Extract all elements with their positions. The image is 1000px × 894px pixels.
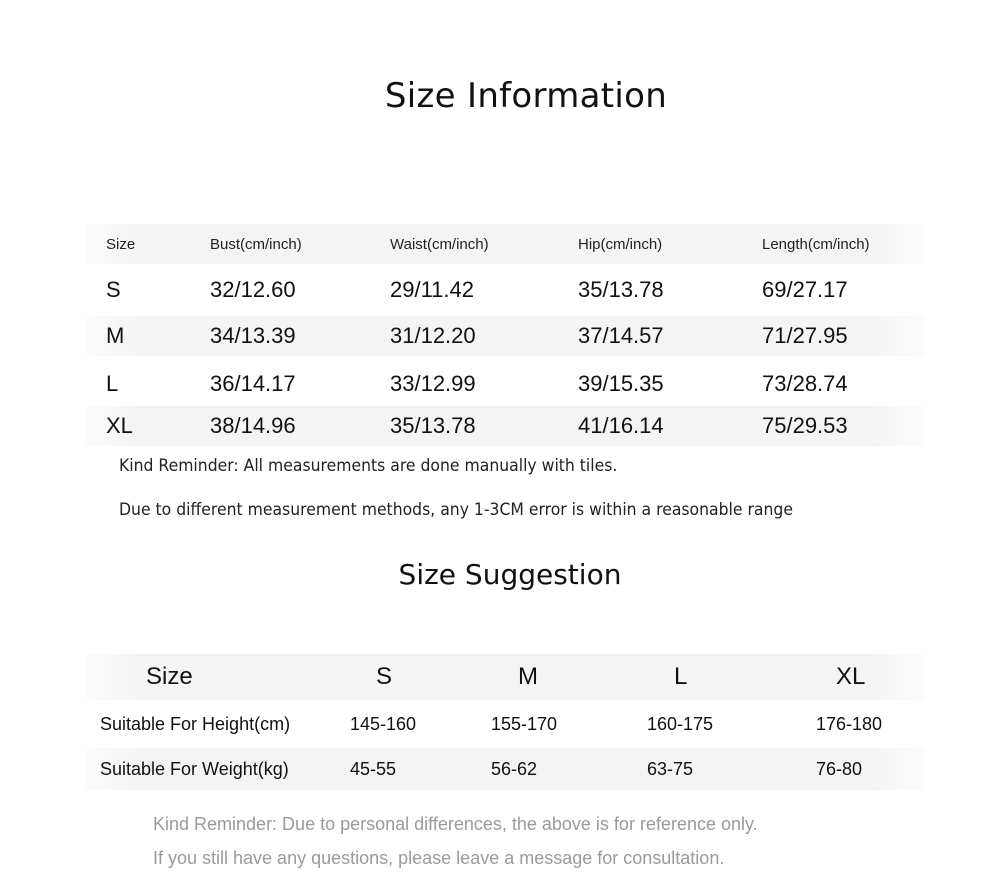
bust-cell: 34/13.39 [210,323,296,348]
length-cell: 73/28.74 [762,371,848,396]
waist-cell: 35/13.78 [390,413,476,438]
hip-cell: 37/14.57 [578,323,664,348]
hip-cell: 35/13.78 [578,277,664,302]
table-row [86,270,924,310]
row-label-weight: Suitable For Weight(kg) [100,758,289,779]
waist-cell: 29/11.42 [390,277,475,302]
bust-cell: 38/14.96 [210,413,296,438]
header-s: S [376,663,393,690]
size-suggestion-title: Size Suggestion [398,558,622,591]
table-header-row [86,654,924,700]
header-m: M [518,663,538,690]
weight-cell: 45-55 [350,758,397,779]
hip-cell: 41/16.14 [578,413,664,438]
header-waist: Waist(cm/inch) [390,235,489,253]
hip-cell: 39/15.35 [578,371,664,396]
weight-cell: 76-80 [816,758,863,779]
header-hip: Hip(cm/inch) [578,235,663,253]
header-xl: XL [836,663,866,690]
header-length: Length(cm/inch) [762,235,870,253]
waist-cell: 31/12.20 [390,323,476,348]
waist-cell: 33/12.99 [390,371,476,396]
size-cell: XL [106,413,133,438]
size-information-title: Size Information [384,76,668,116]
table-row [86,364,924,404]
header-size: Size [146,663,193,690]
length-cell: 69/27.17 [762,277,848,302]
header-bust: Bust(cm/inch) [210,235,302,253]
height-cell: 155-170 [491,713,558,734]
height-cell: 160-175 [647,713,714,734]
bust-cell: 32/12.60 [210,277,296,302]
table-row [86,316,924,356]
height-cell: 176-180 [816,713,883,734]
weight-cell: 63-75 [647,758,694,779]
header-l: L [674,663,688,690]
reference-reminder: Kind Reminder: Due to personal differences, the above is for reference only. [153,814,758,834]
consultation-note: If you still have any questions, please leave a message for consultation. [153,848,725,868]
size-cell: S [106,277,121,302]
height-cell: 145-160 [350,713,417,734]
measurement-reminder: Kind Reminder: All measurements are done manually with tiles. [119,456,618,476]
table-row [86,704,924,744]
length-cell: 71/27.95 [762,323,848,348]
length-cell: 75/29.53 [762,413,848,438]
weight-cell: 56-62 [491,758,538,779]
size-cell: L [106,371,119,396]
size-cell: M [106,323,125,348]
table-header-row [86,224,924,264]
table-row [86,406,924,446]
bust-cell: 36/14.17 [210,371,296,396]
measurement-error-note: Due to different measurement methods, any 1-3CM error is within a reasonable range [119,500,793,520]
header-size: Size [106,235,136,253]
row-label-height: Suitable For Height(cm) [100,713,291,734]
table-row [86,748,924,790]
